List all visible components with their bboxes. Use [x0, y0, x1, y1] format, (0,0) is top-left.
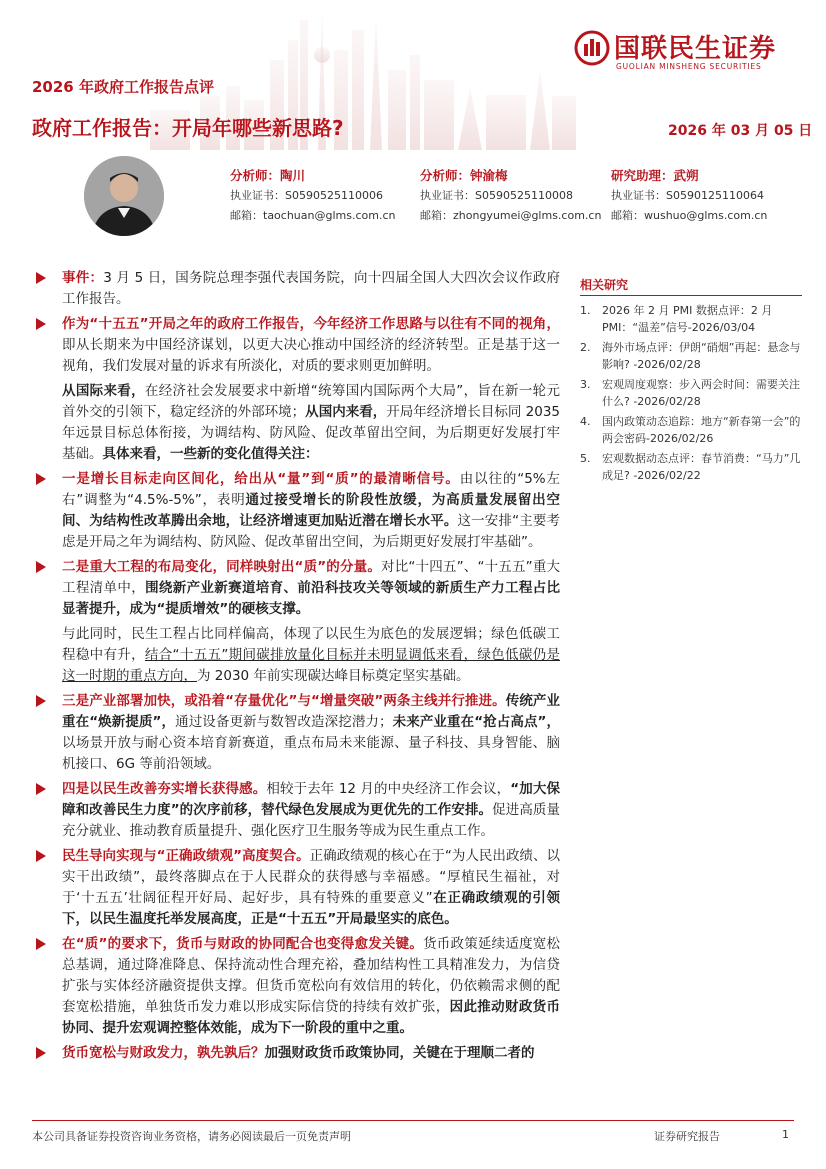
paragraph-event: 事件：3 月 5 日，国务院总理李强代表国务院，向十四届全国人大四次会议作政府工作报告。: [32, 268, 560, 310]
footer-report-type: 证券研究报告: [654, 1130, 720, 1143]
related-research-item[interactable]: 2. 海外市场点评：伊朗“硝烟”再起：悬念与影响? -2026/02/28: [580, 341, 801, 371]
paragraph-perspective: 作为“十五五”开局之年的政府工作报告，今年经济工作思路与以往有不同的视角，即从长期来为中国经济谋划，以更大决心推动中国经济的经济转型。正是基于这一视角，我们发展对量的诉求有所淡化，对质的要求则更加鲜明。: [32, 314, 560, 377]
logo-mark-icon: [574, 30, 610, 66]
footer-disclaimer: 本公司具备证券投资咨询业务资格，请务必阅读最后一页免责声明: [32, 1130, 351, 1143]
paragraph-performance-view: 民生导向实现与“正确政绩观”高度契合。正确政绩观的核心在于“为人民出政绩、以实干出政绩”，最终落脚点在于人民群众的获得感与幸福感。“厚植民生福祉，对于‘十五五’壮阔征程开好局、起好步，具有特殊的重要意义”在正确政绩观的引领下，以民生温度托举发展高度，正是“十五五”开局最坚实的底色。: [32, 846, 560, 930]
related-research-item[interactable]: 5. 宏观数据动态点评：春节消费：“马力”几成足? -2026/02/22: [580, 452, 801, 482]
bullet-arrow-icon: [36, 1047, 46, 1059]
analyst-email: 邮箱：wushuo@glms.com.cn: [611, 209, 768, 222]
report-date: 2026 年 03 月 05 日: [668, 123, 813, 139]
analyst-role: 分析师：钟渝梅: [420, 168, 508, 183]
analyst-photo: [84, 156, 164, 236]
paragraph-sequence: 货币宽松与财政发力，孰先孰后？加强财政货币政策协同，关键在于理顺二者的: [32, 1043, 560, 1064]
analyst-1: [230, 166, 395, 226]
report-title: 政府工作报告：开局年哪些新思路?: [32, 116, 344, 140]
company-logo: [574, 28, 804, 76]
analyst-cert: 执业证书：S0590525110006: [230, 189, 383, 202]
bullet-arrow-icon: [36, 695, 46, 707]
analyst-email: 邮箱：taochuan@glms.com.cn: [230, 209, 396, 222]
paragraph-domestic-international: 从国际来看，在经济社会发展要求中新增“统筹国内国际两个大局”，旨在新一轮元首外交的引领下，稳定经济的外部环境；从国内来看，开局年经济增长目标同 2035 年远景目标总体衔接，为调结构、防风险、促改革留出空间，为后期更好发展打牢基础。具体来看，一些新的变化值得关注：: [62, 383, 561, 462]
related-research-sidebar: [580, 276, 802, 487]
bullet-arrow-icon: [36, 850, 46, 862]
bullet-arrow-icon: [36, 783, 46, 795]
analyst-2: [420, 166, 601, 226]
analyst-cert: 执业证书：S0590525110008: [420, 189, 573, 202]
analyst-3: [611, 166, 767, 226]
series-title: 2026 年政府工作报告点评: [32, 78, 214, 96]
related-research-item[interactable]: 3. 宏观周度观察：步入两会时间：需要关注什么? -2026/02/28: [580, 378, 800, 408]
bullet-arrow-icon: [36, 561, 46, 573]
paragraph-industry: 三是产业部署加快，或沿着“存量优化”与“增量突破”两条主线并行推进。传统产业重在“焕新提质”，通过设备更新与数智改造深挖潜力；未来产业重在“抢占高点”，以场景开放与耐心资本培育新赛道，重点布局未来能源、量子科技、具身智能、脑机接口、6G 等前沿领域。: [32, 691, 560, 775]
paragraph-livelihood-green: 与此同时，民生工程占比同样偏高，体现了以民生为底色的发展逻辑；绿色低碳工程稳中有升，结合“十五五”期间碳排放量化目标并未明显调低来看，绿色低碳仍是这一时期的重点方向，为 2030 年前实现碳达峰目标奠定坚实基础。: [62, 626, 560, 684]
bullet-arrow-icon: [36, 272, 46, 284]
logo-chinese-name: 国联民生证券: [614, 34, 777, 64]
paragraph-growth-target: 一是增长目标走向区间化，给出从“量”到“质”的最清晰信号。由以往的“5%左右”调整为“4.5%-5%”，表明通过接受增长的阶段性放缓，为高质量发展留出空间、为结构性改革腾出余地，让经济增速更加贴近潜在增长水平。这一安排“主要考虑是开局之年为调结构、防风险、促改革留出空间，为后期更好发展打牢基础”。: [32, 469, 560, 553]
report-body: [32, 268, 560, 1068]
paragraph-livelihood: 四是以民生改善夯实增长获得感。相较于去年 12 月的中央经济工作会议，“加大保障和改善民生力度”的次序前移，替代绿色发展成为更优先的工作安排。促进高质量充分就业、推动教育质量提升、强化医疗卫生服务等成为民生重点工作。: [32, 779, 560, 842]
logo-english-name: GUOLIAN MINSHENG SECURITIES: [616, 62, 762, 71]
bullet-arrow-icon: [36, 473, 46, 485]
footer-divider: [32, 1120, 794, 1121]
related-research-item[interactable]: 1. 2026 年 2 月 PMI 数据点评：2 月 PMI：“温差”信号-2026/03/04: [580, 304, 773, 334]
sidebar-title: 相关研究: [580, 276, 802, 296]
paragraph-major-projects: 二是重大工程的布局变化，同样映射出“质”的分量。对比“十四五”、“十五五”重大工程清单中，围绕新产业新赛道培育、前沿科技攻关等领域的新质生产力工程占比显著提升，成为“提质增效”的硬核支撑。: [32, 557, 560, 620]
analyst-role: 研究助理：武朔: [611, 168, 699, 183]
related-research-item[interactable]: 4. 国内政策动态追踪：地方“新春第一会”的两会密码-2026/02/26: [580, 415, 801, 445]
analyst-cert: 执业证书：S0590125110064: [611, 189, 764, 202]
paragraph-monetary-fiscal: 在“质”的要求下，货币与财政的协同配合也变得愈发关键。货币政策延续适度宽松总基调，通过降准降息、保持流动性合理充裕，叠加结构性工具精准发力，为信贷扩张与实体经济融资提供支撑。但货币宽松向有效信用的转化，仍依赖需求侧的配套宽松措施，单独货币发力难以形成实际信贷的持续有效扩张，因此推动财政货币协同、提升宏观调控整体效能，成为下一阶段的重中之重。: [32, 934, 560, 1039]
analyst-email: 邮箱：zhongyumei@glms.com.cn: [420, 209, 602, 222]
bullet-arrow-icon: [36, 318, 46, 330]
analyst-role: 分析师：陶川: [230, 168, 306, 183]
bullet-arrow-icon: [36, 938, 46, 950]
page-number: 1: [782, 1128, 789, 1141]
